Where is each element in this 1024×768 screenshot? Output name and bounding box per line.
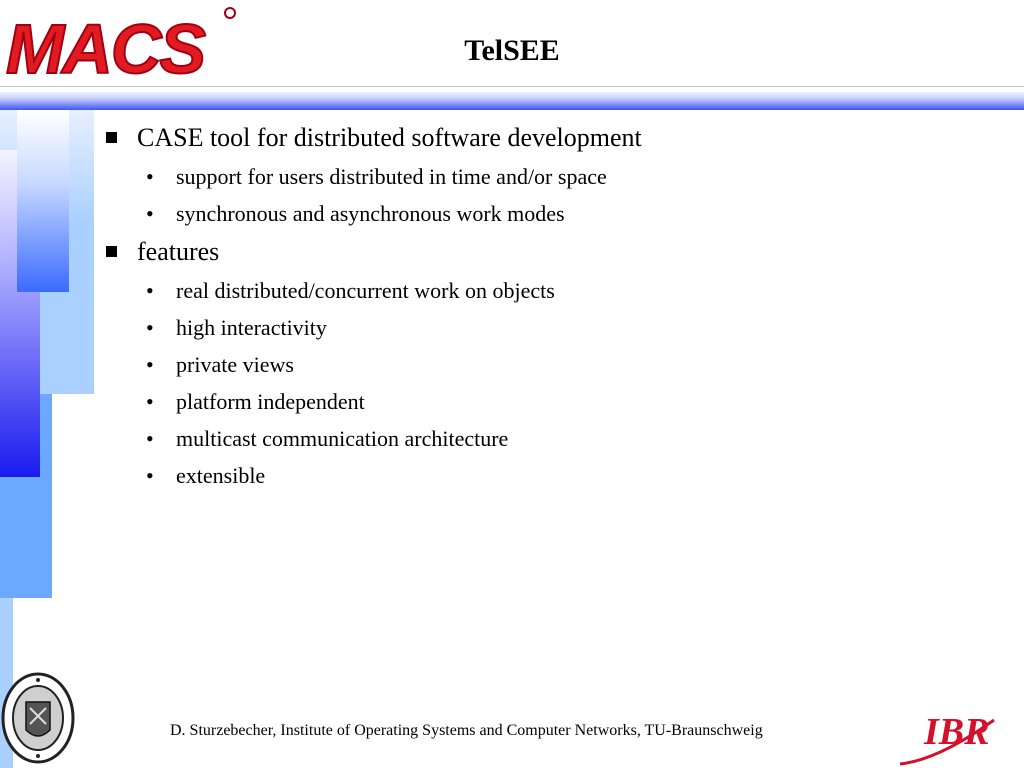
slide-header xyxy=(0,0,1024,90)
footer-credit: D. Sturzebecher, Institute of Operating Systems and Computer Networks, TU-Braunschweig xyxy=(170,722,763,739)
svg-text:IBR: IBR xyxy=(924,711,990,753)
bullet-level2 xyxy=(100,158,1000,195)
bullet-text: features xyxy=(137,237,220,266)
header-divider xyxy=(0,86,1024,87)
bullet-level2 xyxy=(100,272,1000,309)
header-gradient-bar xyxy=(0,92,1024,110)
dot-bullet-icon: • xyxy=(146,201,154,226)
dot-bullet-icon: • xyxy=(146,315,154,340)
dot-bullet-icon: • xyxy=(146,352,154,377)
ibr-logo xyxy=(898,702,998,766)
bullet-text: support for users distributed in time and/or space xyxy=(176,164,607,189)
left-decor-block xyxy=(17,110,69,292)
square-bullet-icon xyxy=(106,132,117,143)
dot-bullet-icon: • xyxy=(146,389,154,414)
bullet-level2 xyxy=(100,383,1000,420)
bullet-level2 xyxy=(100,346,1000,383)
bullet-text: synchronous and asynchronous work modes xyxy=(176,201,565,226)
bullet-level1 xyxy=(100,118,1000,158)
bullet-level2 xyxy=(100,309,1000,346)
logo-eye-icon xyxy=(225,8,235,18)
square-bullet-icon xyxy=(106,246,117,257)
dot-bullet-icon: • xyxy=(146,426,154,451)
dot-bullet-icon: • xyxy=(146,463,154,488)
bullet-text: private views xyxy=(176,352,294,377)
bullet-text: multicast communication architecture xyxy=(176,426,509,451)
bullet-level2 xyxy=(100,457,1000,494)
bullet-level1 xyxy=(100,232,1000,272)
bullet-text: high interactivity xyxy=(176,315,327,340)
svg-text:MACS: MACS xyxy=(6,10,205,83)
bullet-text: real distributed/concurrent work on objects xyxy=(176,278,555,303)
bullet-text: CASE tool for distributed software development xyxy=(137,123,642,152)
bullet-level2 xyxy=(100,420,1000,457)
dot-bullet-icon: • xyxy=(146,278,154,303)
university-seal-logo xyxy=(0,672,76,764)
dot-bullet-icon: • xyxy=(146,164,154,189)
slide-content xyxy=(100,118,1000,494)
bullet-text: extensible xyxy=(176,463,266,488)
slide-title: TelSEE xyxy=(464,34,560,67)
bullet-text: platform independent xyxy=(176,389,365,414)
bullet-level2 xyxy=(100,195,1000,232)
